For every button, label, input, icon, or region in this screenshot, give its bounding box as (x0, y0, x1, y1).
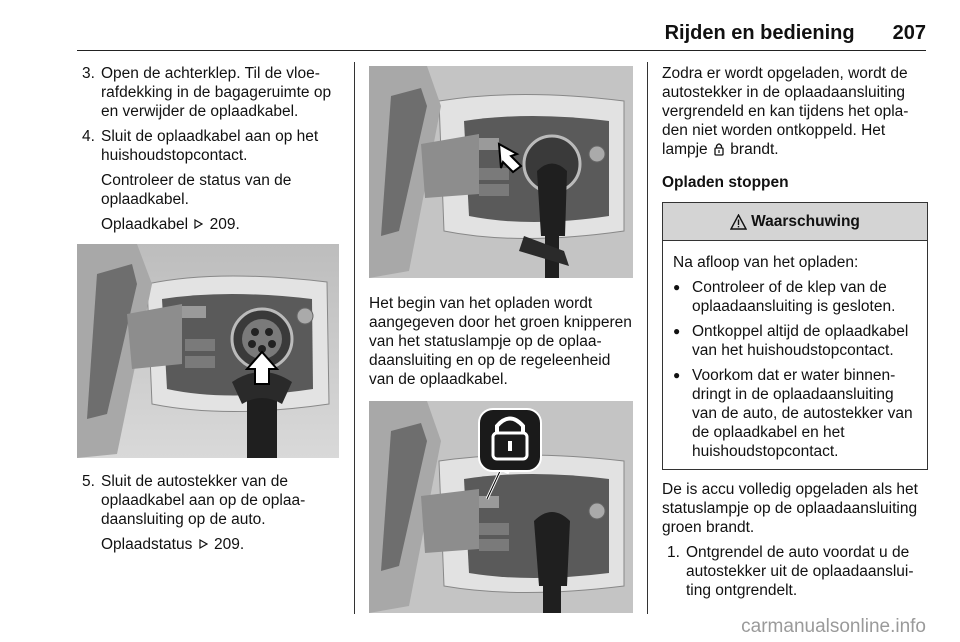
warning-header (663, 203, 927, 241)
step-text: Sluit de oplaadkabel aan op het huishoudstopcontact. (101, 128, 319, 164)
step-number: 4. (82, 128, 95, 145)
subheading-stop-charging: Opladen stoppen (662, 174, 789, 191)
paragraph-fully-charged: De is accu volledig opgeladen als het statuslampje op de oplaadaansluiting groen brandt. (662, 481, 918, 536)
arrow-triangle-icon (194, 219, 203, 229)
bullet-text: Controleer of de klep van de oplaadaansluiting is gesloten. (692, 279, 896, 315)
column-right (662, 64, 928, 606)
figure-connector-locked (369, 401, 633, 613)
page-number: 207 (892, 22, 926, 44)
column-left (77, 64, 339, 560)
warning-body (663, 241, 927, 469)
column-divider (647, 62, 648, 614)
warning-bullet (673, 366, 917, 461)
step-text: Sluit de autostekker van de oplaadkabel aan op de oplaadaansluiting op de auto. (101, 473, 306, 528)
step-text: Open de achterklep. Til de vloerafdekking in de bagageruimte op en verwijder de oplaadkabel. (101, 65, 332, 120)
reference-page: 209. (213, 536, 245, 553)
paragraph-text: Zodra er wordt opgeladen, wordt de autostekker in de oplaadaansluiting vergrendeld en kan tijdens het opladen niet worden ontkoppeld. Het lampje (662, 65, 909, 158)
warning-bullet (673, 322, 917, 360)
step-number: 3. (82, 65, 95, 82)
bullet-dot: ● (673, 280, 681, 294)
step-1 (662, 543, 928, 600)
figure-status-light-blinking (369, 66, 633, 278)
step-4-note: Controleer de status van de oplaadkabel. (101, 172, 292, 208)
step-5 (77, 472, 339, 529)
reference-label: Oplaadstatus (101, 536, 193, 553)
arrow-triangle-icon (199, 539, 208, 549)
warning-title: Waarschuwing (751, 213, 860, 230)
step-3 (77, 64, 339, 121)
step-4-reference (77, 215, 339, 234)
page-header (665, 24, 926, 50)
column-middle (369, 66, 633, 613)
paragraph-text: brandt. (730, 141, 779, 158)
header-rule (77, 50, 926, 51)
warning-bullet (673, 278, 917, 316)
watermark: carmanualsonline.info (741, 616, 926, 637)
warning-triangle-icon (730, 214, 747, 230)
section-title: Rijden en bediening (664, 22, 855, 44)
step-5-reference (77, 535, 339, 554)
bullet-dot: ● (673, 368, 681, 382)
step-text: Ontgrendel de auto voordat u de autostekker uit de oplaadaansluiting ontgrendelt. (686, 544, 914, 599)
paragraph-charging-start: Het begin van het opladen wordt aangegeven door het groen knipperen van het statuslampje op de oplaadaansluiting en op de regeleenheid van de oplaadkabel. (369, 295, 632, 388)
lock-icon (714, 142, 724, 156)
step-number: 5. (82, 473, 95, 490)
bullet-text: Voorkom dat er water binnendringt in de oplaadaansluiting van de auto, de autostekker van de oplaadkabel en het huishoudstopcontact. (692, 367, 913, 460)
bullet-text: Ontkoppel altijd de oplaadkabel van het huishoudstopcontact. (692, 323, 909, 359)
reference-label: Oplaadkabel (101, 216, 189, 233)
warning-intro: Na afloop van het opladen: (673, 254, 859, 271)
column-divider (354, 62, 355, 614)
bullet-dot: ● (673, 324, 681, 338)
paragraph-locking (662, 64, 928, 159)
reference-page: 209. (209, 216, 240, 233)
step-number: 1. (667, 544, 680, 561)
step-4 (77, 127, 339, 165)
figure-charging-port-plug-in (77, 244, 339, 458)
warning-box (662, 202, 928, 470)
